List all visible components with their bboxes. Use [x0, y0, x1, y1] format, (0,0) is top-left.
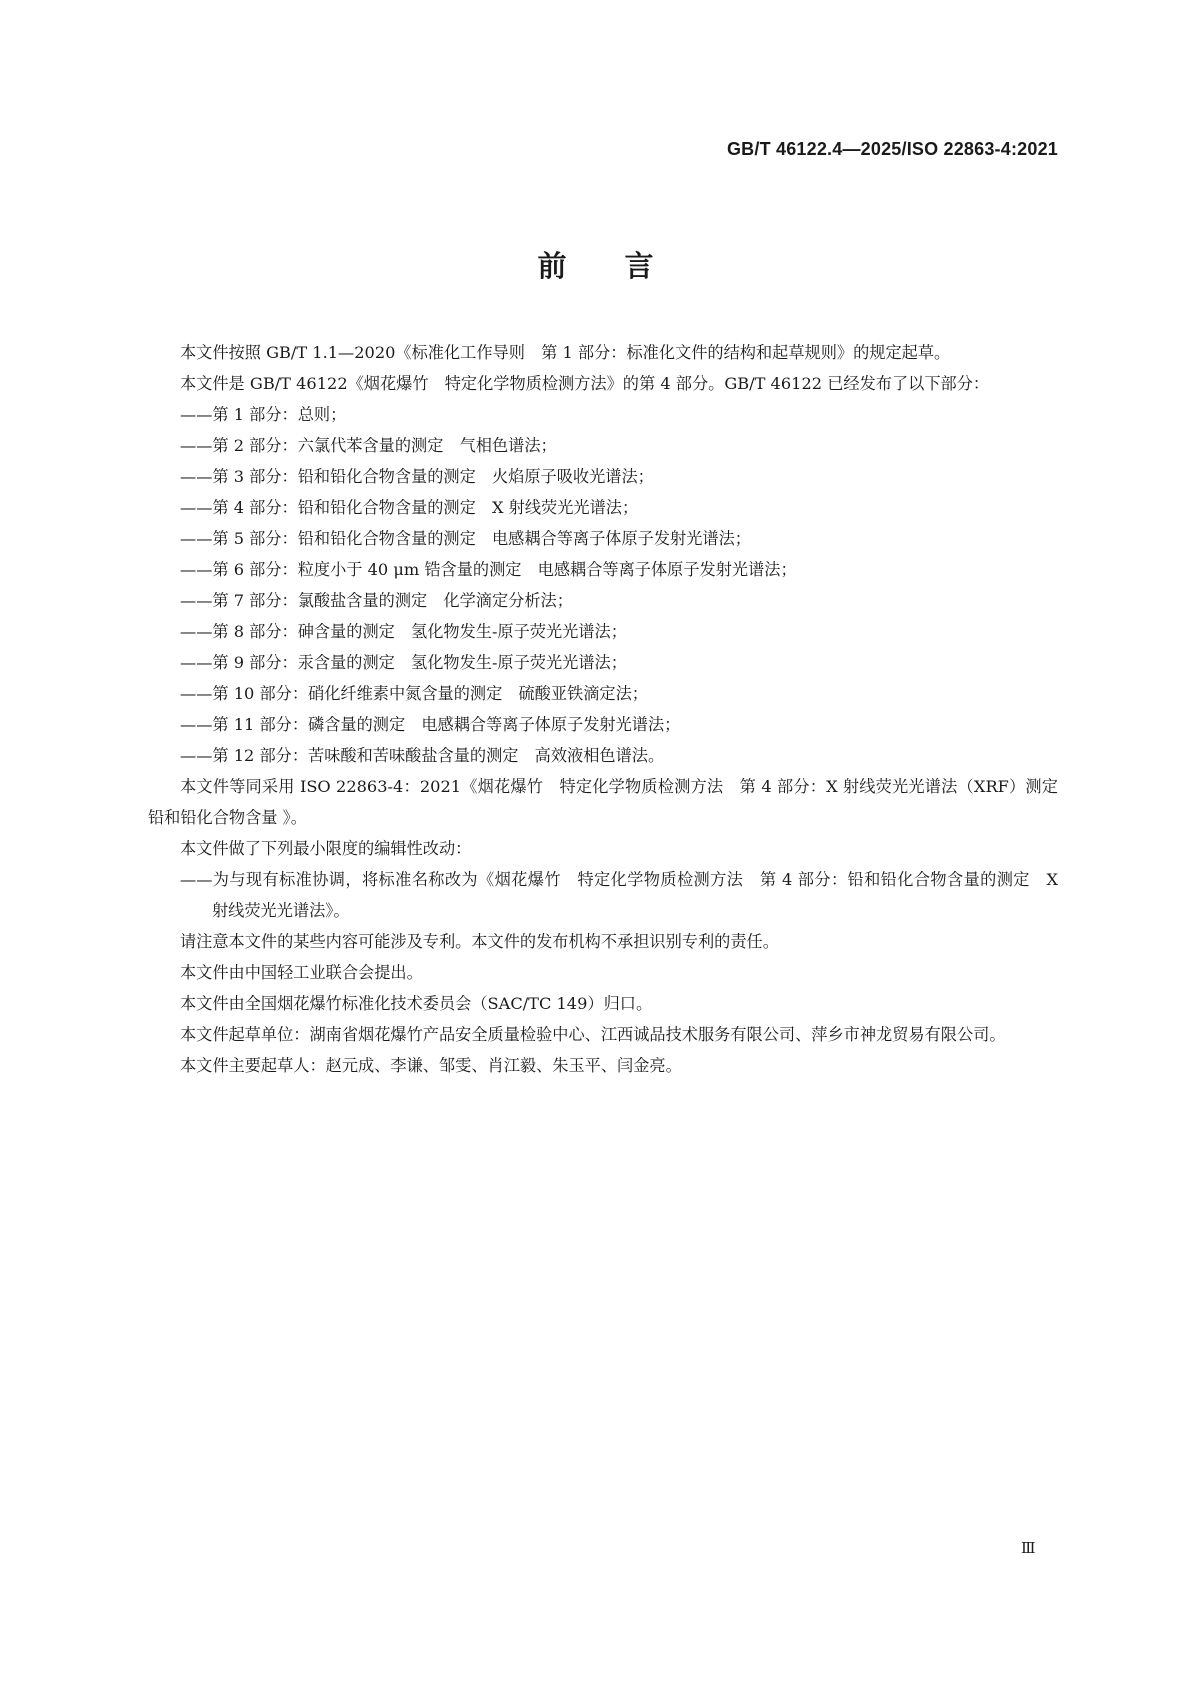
standard-number-header: GB/T 46122.4—2025/ISO 22863-4:2021: [726, 139, 1058, 159]
paragraph-drafting-rules: 本文件按照 GB/T 1.1—2020《标准化工作导则 第 1 部分：标准化文件的结构和起草规则》的规定起草。: [180, 343, 951, 362]
list-item: ——第 1 部分：总则；: [180, 405, 347, 424]
paragraph-iso-adoption: 本文件等同采用 ISO 22863-4：2021《烟花爆竹 特定化学物质检测方法 第 4 部分：X 射线荧光光谱法（XRF）测定铅和铅化合物含量 》。: [148, 777, 1058, 827]
paragraph-drafting-units: 本文件起草单位：湖南省烟花爆竹产品安全质量检验中心、江西诚品技术服务有限公司、萍乡市神龙贸易有限公司。: [180, 1025, 1006, 1044]
list-item: ——第 4 部分：铅和铅化合物含量的测定 X 射线荧光光谱法；: [180, 498, 639, 517]
list-item: ——第 8 部分：砷含量的测定 氢化物发生-原子荧光光谱法；: [180, 622, 627, 641]
list-item: ——第 5 部分：铅和铅化合物含量的测定 电感耦合等离子体原子发射光谱法；: [180, 529, 751, 548]
list-item: ——第 9 部分：汞含量的测定 氢化物发生-原子荧光光谱法；: [180, 653, 627, 672]
list-item: ——第 10 部分：硝化纤维素中氮含量的测定 硫酸亚铁滴定法；: [180, 684, 648, 703]
list-item: ——第 7 部分：氯酸盐含量的测定 化学滴定分析法；: [180, 591, 573, 610]
list-item: ——第 6 部分：粒度小于 40 μm 锆含量的测定 电感耦合等离子体原子发射光谱法；: [180, 560, 797, 579]
list-item: ——第 3 部分：铅和铅化合物含量的测定 火焰原子吸收光谱法；: [180, 467, 654, 486]
paragraph-patent-notice: 请注意本文件的某些内容可能涉及专利。本文件的发布机构不承担识别专利的责任。: [180, 932, 779, 951]
foreword-body: [148, 337, 1058, 1081]
paragraph-series-intro: 本文件是 GB/T 46122《烟花爆竹 特定化学物质检测方法》的第 4 部分。GB/T 46122 已经发布了以下部分：: [180, 374, 990, 393]
editorial-change-item: ——为与现有标准协调，将标准名称改为《烟花爆竹 特定化学物质检测方法 第 4 部分：铅和铅化合物含量的测定 X 射线荧光光谱法》。: [180, 870, 1058, 920]
paragraph-technical-committee: 本文件由全国烟花爆竹标准化技术委员会（SAC/TC 149）归口。: [180, 994, 653, 1013]
paragraph-editorial-changes: 本文件做了下列最小限度的编辑性改动：: [180, 839, 472, 858]
published-parts-list: [148, 399, 1058, 771]
page-title: 前言: [537, 249, 712, 283]
page-number: Ⅲ: [1021, 1539, 1035, 1557]
list-item: ——第 12 部分：苦味酸和苦味酸盐含量的测定 高效液相色谱法。: [180, 746, 665, 765]
list-item: ——第 11 部分：磷含量的测定 电感耦合等离子体原子发射光谱法；: [180, 715, 681, 734]
list-item: ——第 2 部分：六氯代苯含量的测定 气相色谱法；: [180, 436, 557, 455]
paragraph-drafters: 本文件主要起草人：赵元成、李谦、邹雯、肖江毅、朱玉平、闫金亮。: [180, 1056, 682, 1075]
paragraph-proposer: 本文件由中国轻工业联合会提出。: [180, 963, 423, 982]
